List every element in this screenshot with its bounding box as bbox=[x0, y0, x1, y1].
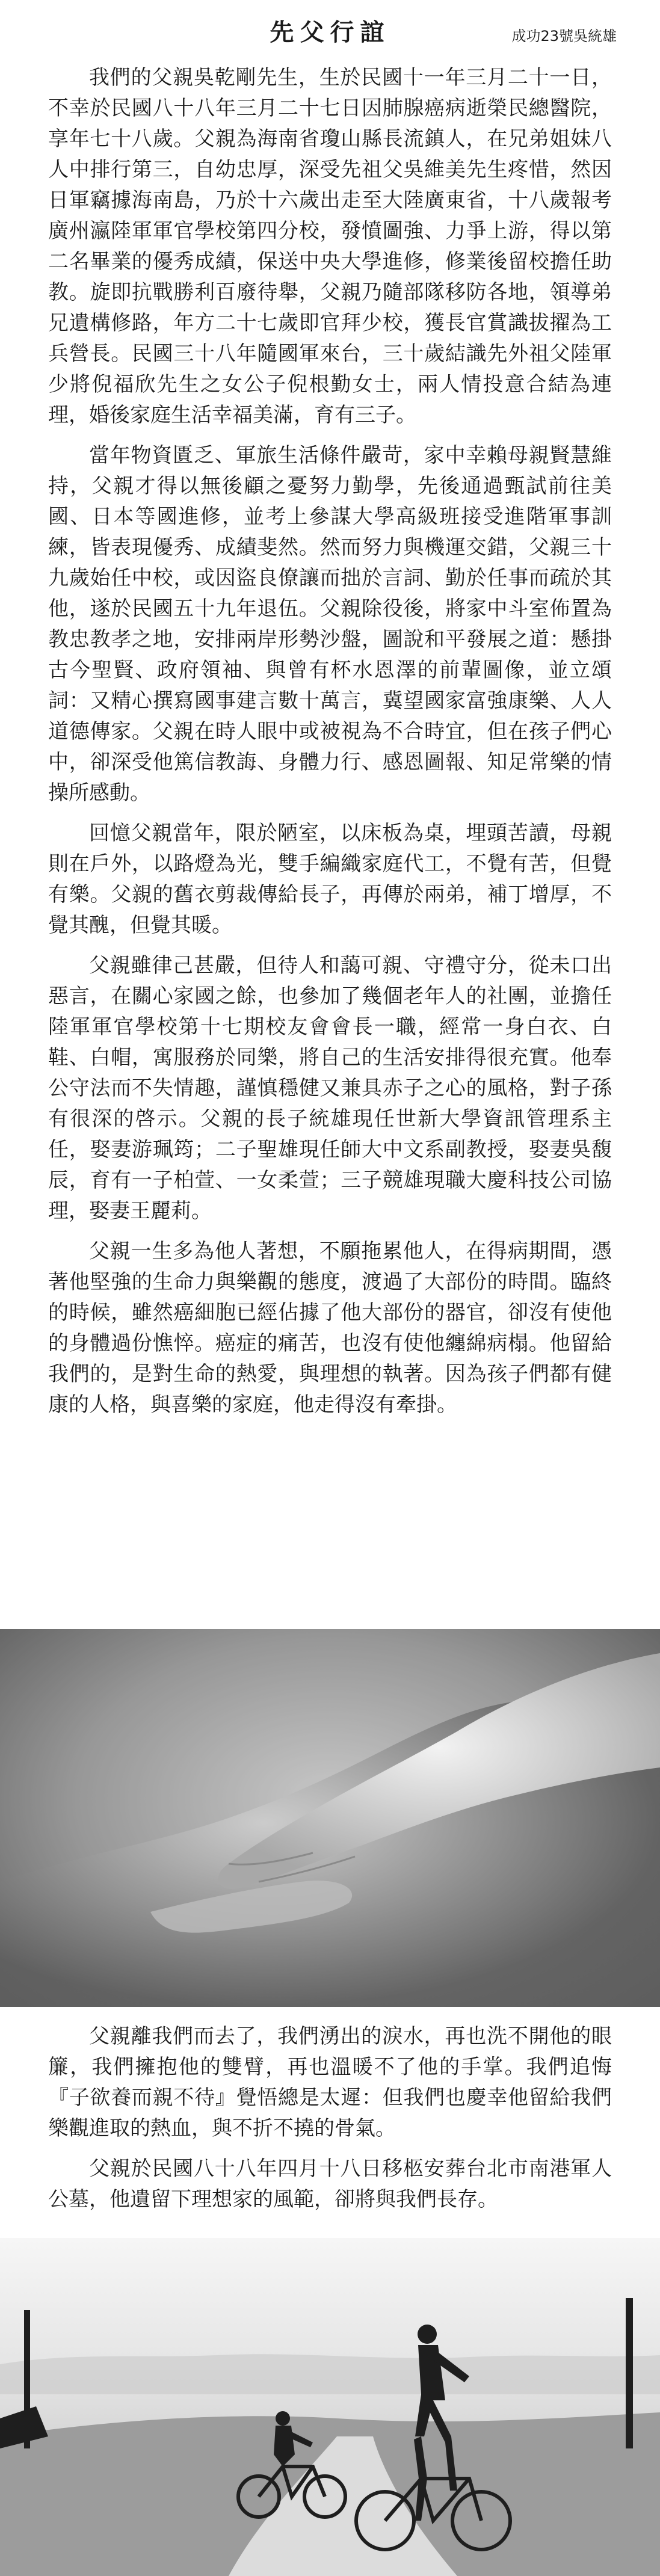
article-title: 先父行誼 bbox=[270, 18, 390, 46]
father-child-bicycle-illustration bbox=[0, 2238, 660, 2576]
article-header bbox=[0, 0, 660, 55]
paragraph-6: 父親離我們而去了，我們湧出的淚水，再也洗不開他的眼簾，我們擁抱他的雙臂，再也溫暖不了他的手掌。我們追悔『子欲養而親不待』覺悟總是太遲：但我們也慶幸他留給我們樂觀進取的熱血，與不折不撓的骨氣。 bbox=[48, 2024, 612, 2140]
article-body-bottom bbox=[48, 2021, 612, 2225]
bicycle-photo bbox=[0, 2238, 660, 2576]
author-byline: 成功23號吳統雄 bbox=[511, 28, 617, 45]
paragraph-3: 回憶父親當年，限於陋室，以床板為桌，埋頭苦讀，母親則在戶外，以路燈為光，雙手編織家庭代工，不覺有苦，但覺有樂。父親的舊衣剪裁傳給長子，再傳於兩弟，補丁增厚，不覺其醜，但覺其暖。 bbox=[48, 821, 612, 937]
paragraph-7: 父親於民國八十八年四月十八日移柩安葬台北市南港軍人公墓，他遺留下理想家的風範，卻將與我們長存。 bbox=[48, 2157, 612, 2211]
hands-illustration bbox=[0, 1629, 660, 2007]
hands-photo bbox=[0, 1629, 660, 2007]
paragraph-1: 我們的父親吳乾剛先生，生於民國十一年三月二十一日，不幸於民國八十八年三月二十七日因肺腺癌病逝榮民總醫院，享年七十八歲。父親為海南省瓊山縣長流鎮人，在兄弟姐妹八人中排行第三，自幼忠厚，深受先祖父吳維美先生疼惜，然因日軍竊據海南島，乃於十六歲出走至大陸廣東省，十八歲報考廣州瀛陸軍軍官學校第四分校，發憤圖強、力爭上游，得以第二名畢業的優秀成績，保送中央大學進修，修業後留校擔任助教。旋即抗戰勝利百廢待舉，父親乃隨部隊移防各地，領導弟兄遺構修路，年方二十七歲即官拜少校，獲長官賞識拔擢為工兵營長。民國三十八年隨國軍來台，三十歲結識先外祖父陸軍少將倪福欣先生之女公子倪根勤女士，兩人情投意合結為連理，婚後家庭生活幸福美滿，育有三子。 bbox=[48, 66, 612, 427]
paragraph-5: 父親一生多為他人著想，不願拖累他人，在得病期間，憑著他堅強的生命力與樂觀的態度，渡過了大部份的時間。臨終的時候，雖然癌細胞已經佔據了他大部份的器官，卻沒有使他的身體過份憔悴。癌症的痛苦，也沒有使他纏綿病榻。他留給我們的，是對生命的熱愛，與理想的執著。因為孩子們都有健康的人格，與喜樂的家庭，他走得沒有牽掛。 bbox=[48, 1239, 612, 1417]
paragraph-4: 父親雖律己甚嚴，但待人和藹可親、守禮守分，從未口出惡言，在關心家國之餘，也參加了幾個老年人的社團，並擔任陸軍軍官學校第十七期校友會會長一職，經常一身白衣、白鞋、白帽，寓服務於同樂，將自己的生活安排得很充實。他奉公守法而不失情趣，謹慎穩健又兼具赤子之心的風格，對子孫有很深的啓示。父親的長子統雄現任世新大學資訊管理系主任，娶妻游珮筠；二子聖雄現任師大中文系副教授，娶妻吳馥辰，育有一子柏萱、一女柔萱；三子競雄現職大慶科技公司協理，娶妻王麗莉。 bbox=[48, 954, 612, 1223]
article-body-top bbox=[48, 63, 612, 1430]
paragraph-2: 當年物資匱乏、軍旅生活條件嚴苛，家中幸賴母親賢慧維持，父親才得以無後顧之憂努力勤學，先後通過甄試前往美國、日本等國進修，並考上參謀大學高級班接受進階軍事訓練，皆表現優秀、成績斐然。然而努力與機運交錯，父親三十九歲始任中校，或因盜良僚讓而拙於言詞、勤於任事而疏於其他，遂於民國五十九年退伍。父親除役後，將家中斗室佈置為教忠教孝之地，安排兩岸形勢沙盤，圖說和平發展之道：懸掛古今聖賢、政府領袖、與曾有杯水恩澤的前輩圖像，並立頌詞：又精心撰寫國事建言數十萬言，冀望國家富強康樂、人人道德傳家。父親在時人眼中或被視為不合時宜，但在孩子們心中，卻深受他篤信教誨、身體力行、感恩圖報、知足常樂的情操所感動。 bbox=[48, 443, 612, 805]
